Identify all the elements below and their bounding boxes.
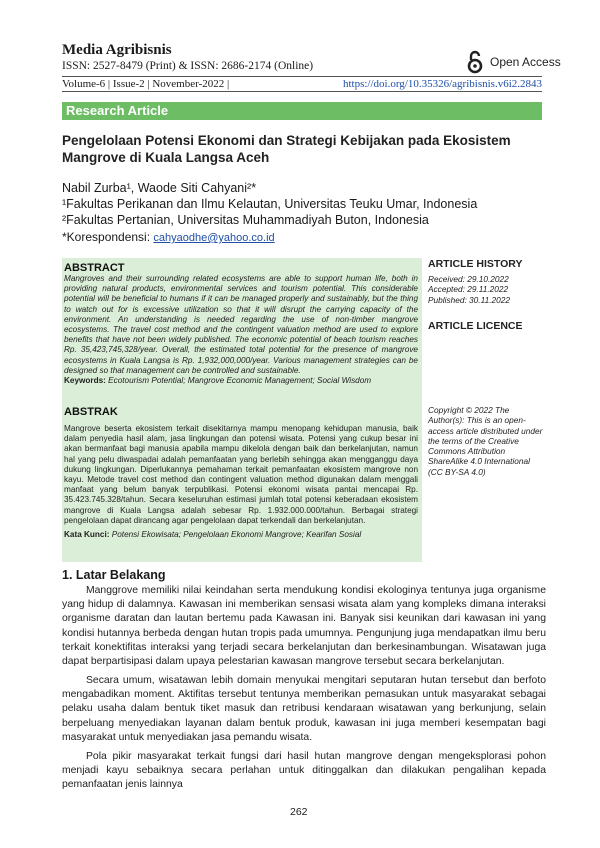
correspondence [62,230,275,244]
abstract-heading: ABSTRACT [64,262,125,274]
paragraph-2 [62,674,546,745]
licence-block [428,405,546,477]
abstrak-keywords [64,530,418,540]
paragraph-1-text: Manggrove memiliki nilai keindahan serta mendukung kondisi ekologinya tentunya juga organisme yang hidup di dalamnya. Kawasan ini memberikan sensasi wisata alam yang kompleks dimana interaksi organisme daratan dan lautan bertemu pada Kawasan ini. Banyak sisi keunikan dari kawasan ini yang kondisi hutannya berbeda dengan hutan tropis pada umumnya. Pengunjung juga mendapatkan ilmu beru terkait konektifitas interaksi yang terjadi secara berkelanjutan dan berkesinambungan. Wisatawan juga dapat berpartisipasi dalam upaya pelestarian kawasan mangrove tersebut secara berkelanjutan. [62,585,546,668]
article-type-banner: Research Article [62,102,542,120]
open-access-badge [466,50,561,74]
authors-block [62,180,477,228]
abstract-en [64,262,418,386]
history-heading: ARTICLE HISTORY [428,258,523,270]
keywords-value: Ecotourism Potential; Mangrove Economic Management; Social Wisdom [108,376,372,386]
article-history [428,258,546,305]
author-names: Nabil Zurba¹, Waode Siti Cahyani²* [62,181,257,195]
correspondence-email-link[interactable]: cahyaodhe@yahoo.co.id [153,232,275,244]
keywords-label: Keywords: [64,376,106,386]
abstract-id [64,406,418,540]
correspondence-label: *Korespondensi: [62,230,151,244]
issn-line: ISSN: 2527-8479 (Print) & ISSN: 2686-2174 (Online) [62,60,314,72]
page-number: 262 [290,806,308,818]
volume-info: Volume-6 | Issue-2 | November-2022 | [62,78,230,90]
licence-text: Copyright © 2022 The Author(s): This is an open-access article distributed under the terms of the Creative Commons Attribution ShareAlike 4.0 International (CC BY-SA 4.0) [428,405,543,477]
abstract-text: Mangroves and their surrounding related ecosystems are able to support human life, both in providing natural products, environmental services and tourism potential. This considerable potential will be beneficial to humans if it can be managed properly and sustainably, but the thing to watch out for is excessive utilization so that it will disrupt the carrying capacity of the environment. An understanding is needed regarding the use of non-timber mangrove ecosystems. The travel cost method and the contingent valuation method are used to explore benefits that have not been widely published. The economic potential of beach tourism reaches Rp. 35,423,745,328/year. Overall, the estimated total potential for the presence of mangrove ecosystems in Kuala Langsa is Rp. 1,932,000,000/year. Various management strategies can be designed so that management can be controlled and sustainable. [64,274,418,375]
abstract-keywords [64,376,418,386]
paragraph-3 [62,750,546,793]
accepted-date: Accepted: 29.11.2022 [428,284,509,295]
doi-link[interactable]: https://doi.org/10.35326/agribisnis.v6i2.2843 [342,78,542,90]
section-heading: 1. Latar Belakang [62,568,166,582]
published-date: Published: 30.11.2022 [428,294,510,305]
kata-kunci-value: Potensi Ekowisata; Pengelolaan Ekonomi Mangrove; Kearifan Sosial [111,530,362,540]
received-date: Received: 29.10.2022 [428,274,509,284]
article-licence [428,320,546,332]
affiliation-1: ¹Fakultas Perikanan dan Ilmu Kelautan, Universitas Teuku Umar, Indonesia [62,197,478,211]
open-access-label: Open Access [490,55,561,69]
volume-bar [62,76,542,92]
affiliation-2: ²Fakultas Pertanian, Universitas Muhammadiyah Buton, Indonesia [62,213,429,227]
open-access-icon [466,50,484,74]
journal-name: Media Agribisnis [62,42,172,58]
paragraph-1 [62,584,546,669]
paragraph-2-text: Secara umum, wisatawan lebih domain menyukai mengitari seputaran hutan tersebut dan berfoto mengabadikan moment. Aktifitas tersebut tentunya memberikan pemasukan untuk masyarakat sebagai pelaku usaha dalam bentuk tiket masuk dan retribusi kendaraan wisatawan yang berkunjung, selain berpeluang menyediakan layanan dalam bentuk produk, kawasan ini juga memberi kesempatan bagi masyarakat untuk menyediakan jasa pemandu wisata. [62,675,546,743]
abstrak-heading: ABSTRAK [64,406,118,418]
abstrak-text: Mangrove beserta ekosistem terkait disekitarnya mampu menopang kehidupan manusia, baik dalam penyedia hasil alam, jasa lingkungan dan potensi wisata. Potensi yang cukup besar ini akan bermanfaat bagi manusia apabila mampu dikelola dengan baik dan berkelanjutan, namun hal yang pelu diwaspadai adalah pemanfaatan yang berlebih sehingga akan mengganggu daya dukung lingkungan. Diperlukannya pemahaman terkait pemanfaatan ekosistem mangrove non kayu. Metode travel cost method dan contingent valuation method digunakan dalam menggali manfaat yang belum banyak terpublikasi. Potensi ekonomi wisata pantai mencapai Rp. 35.423.745.328/tahun. Secara keseluruhan estimasi jumlah total potensi keberadaan ekosistem mangrove di Kuala Langsa adalah sebesar Rp. 1.932.000.000/tahun. Berbagai strategi pengelolaan dapat dirancang agar pengelolaan dapat terkendali dan berkelanjutan. [64,424,418,525]
kata-kunci-label: Kata Kunci: [64,530,110,540]
licence-heading: ARTICLE LICENCE [428,320,523,332]
article-title: Pengelolaan Potensi Ekonomi dan Strategi Kebijakan pada Ekosistem Mangrove di Kuala Langsa Aceh [62,133,511,165]
paragraph-3-text: Pola pikir masyarakat terkait fungsi dari hasil hutan mangrove dengan mengeksplorasi pohon menjadi kayu sebaiknya secara perlahan untuk ditinggalkan dan dilakukan pengalihan kepada pemanfaatan jenis lainnya [62,751,546,791]
